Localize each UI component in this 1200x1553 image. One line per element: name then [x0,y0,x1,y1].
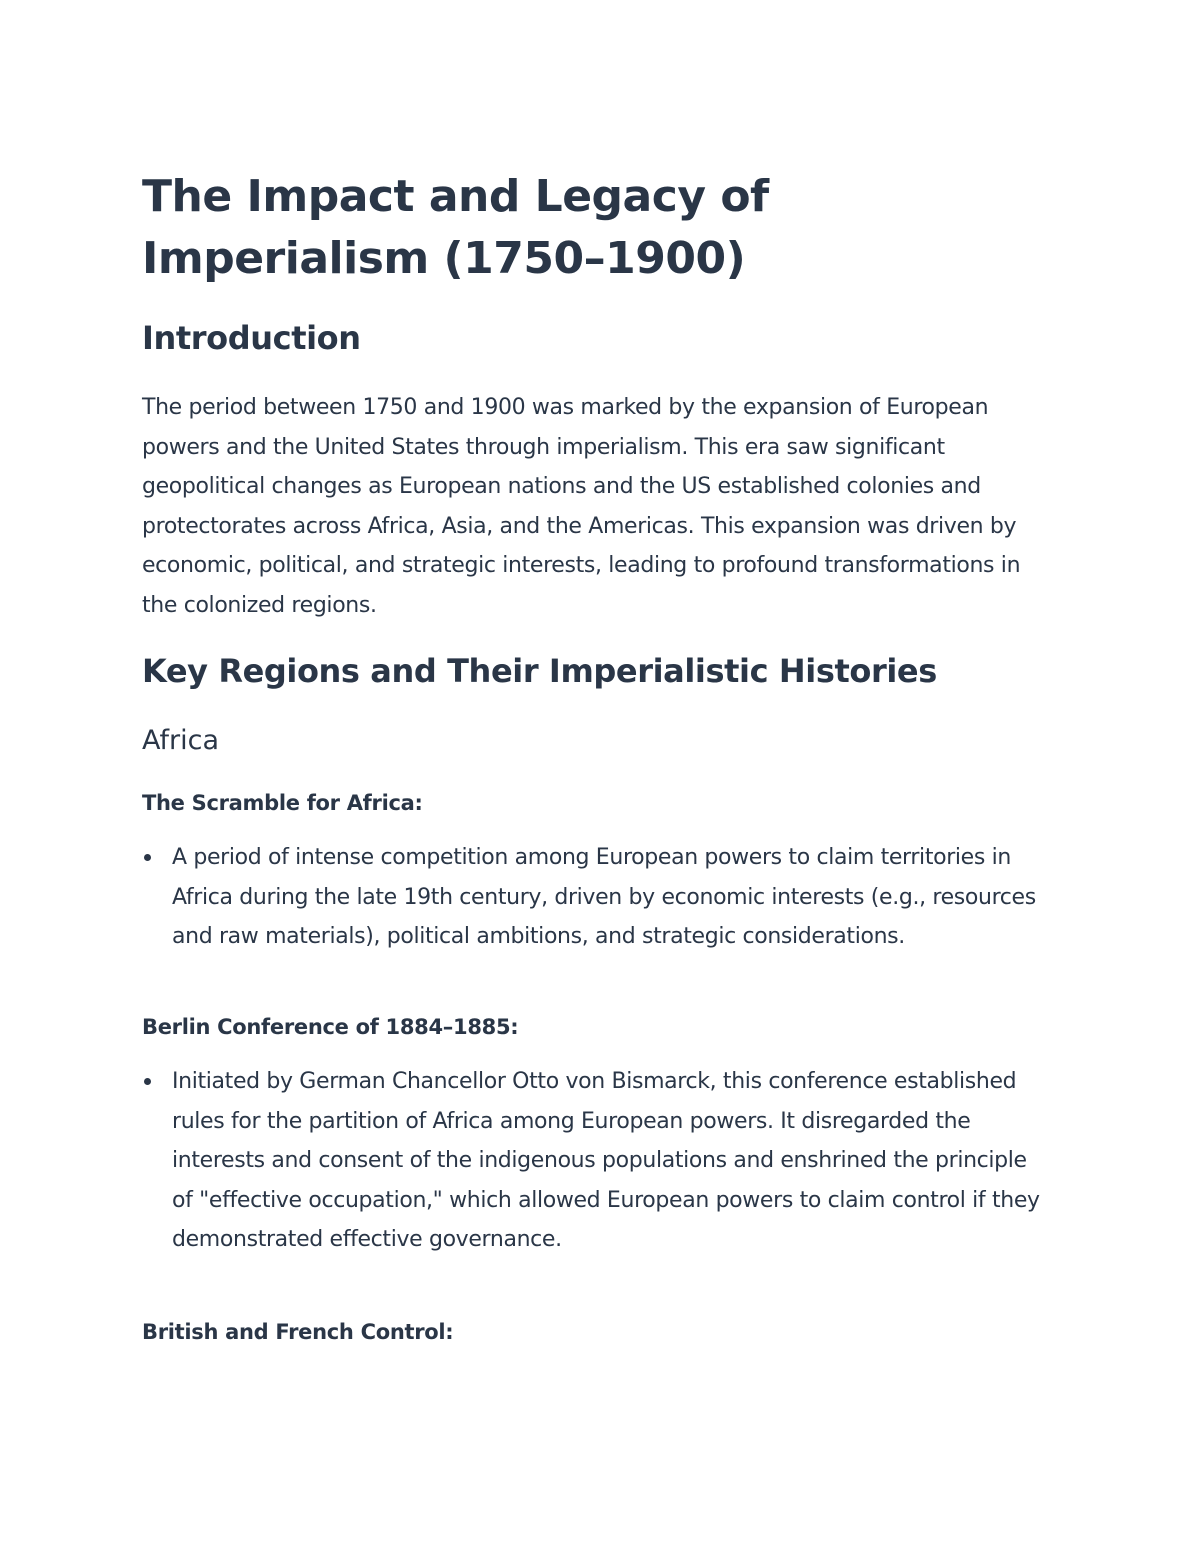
introduction-paragraph: The period between 1750 and 1900 was marked by the expansion of European powers and the United States through imperialism. This era saw significant geopolitical changes as European nations and the US established colonies and protectorates across Africa, Asia, and the Americas. This expansion was driven by economic, political, and strategic interests, leading to profound transformations in the colonized regions. [142,395,1021,618]
key-regions-heading: Key Regions and Their Imperialistic Histories [142,652,937,690]
list-item-text: A period of intense competition among European powers to claim territories in Africa during the late 19th century, driven by economic interests (e.g., resources and raw materials), political ambitions, and strategic considerations. [172,845,1036,949]
berlin-conference-heading: Berlin Conference of 1884–1885: [142,1015,519,1039]
scramble-for-africa-heading: The Scramble for Africa: [142,791,423,815]
british-french-control-heading: British and French Control: [142,1320,454,1344]
document-title: The Impact and Legacy of Imperialism (1750–1900) [142,171,769,284]
bullet-icon [144,1078,151,1085]
introduction-heading: Introduction [142,319,361,357]
list-item-text: Initiated by German Chancellor Otto von Bismarck, this conference established rules for the partition of Africa among European powers. It disregarded the interests and consent of the indigenous populations and enshrined the principle of "effective occupation," which allowed European powers to claim control if they demonstrated effective governance. [172,1069,1040,1252]
list-item [142,1062,1042,1260]
list-item [142,838,1042,957]
scramble-for-africa-list [142,838,1042,957]
bullet-icon [144,854,151,861]
berlin-conference-list [142,1062,1042,1260]
africa-heading: Africa [142,725,220,756]
